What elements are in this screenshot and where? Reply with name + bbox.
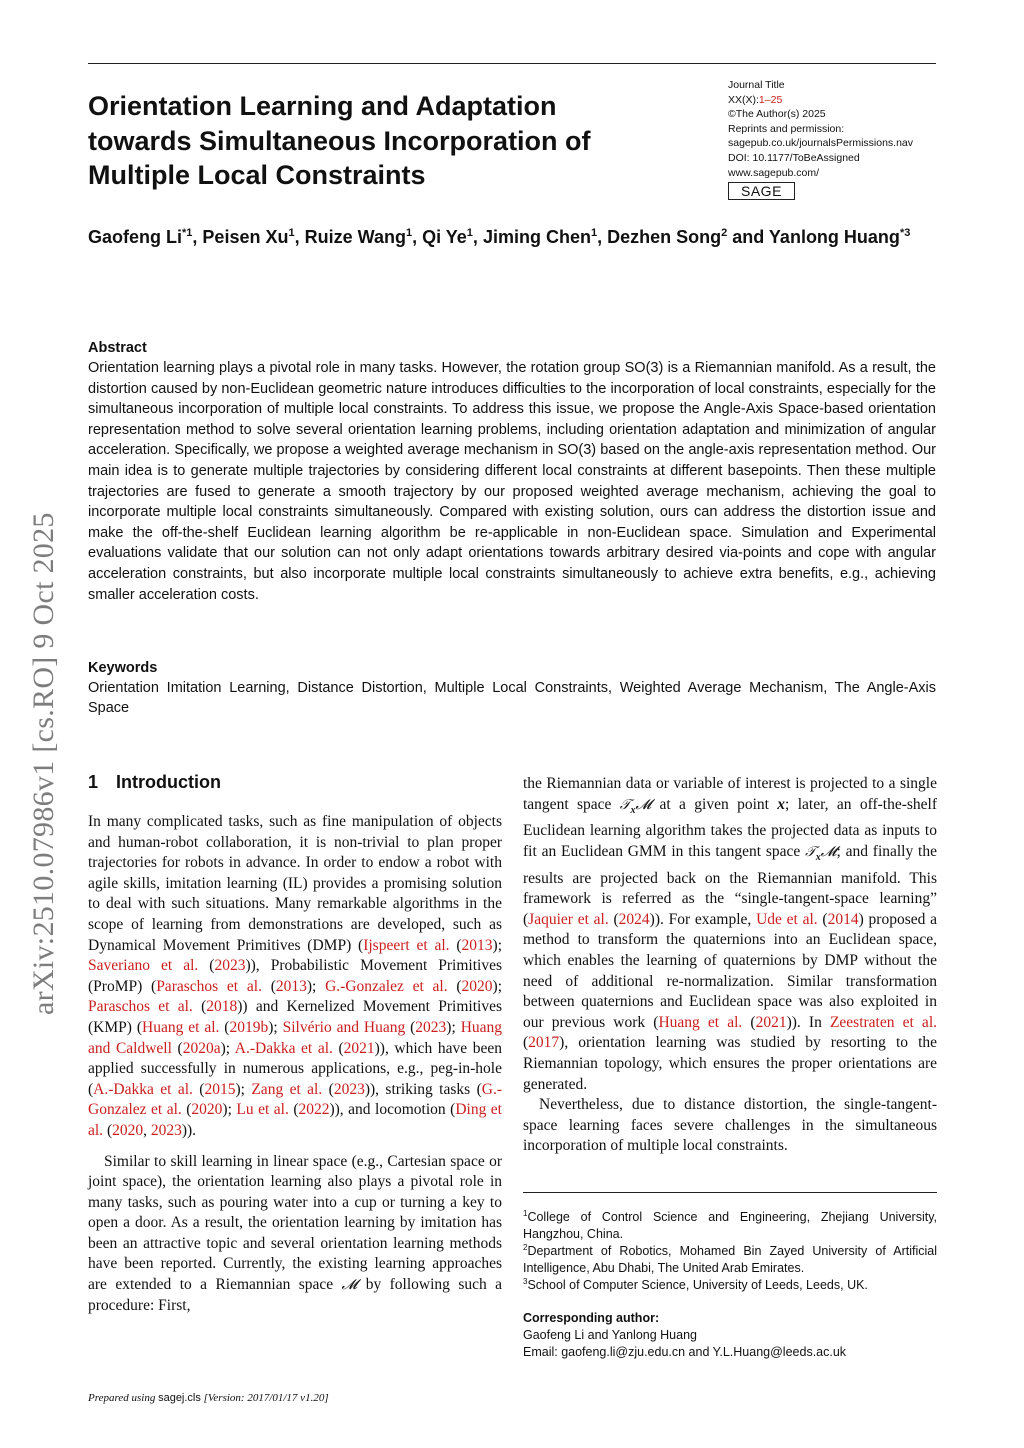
author-affiliation-mark: *1	[182, 227, 193, 239]
manifold-symbol: 𝓜	[341, 1277, 358, 1294]
abstract-heading: Abstract	[88, 340, 147, 356]
intro-heading	[88, 772, 221, 793]
tangent-space-symbol: 𝒯	[619, 796, 631, 813]
journal-reprints-label: Reprints and permission:	[728, 122, 845, 135]
arxiv-identifier: arXiv:2510.07986v1 [cs.RO] 9 Oct 2025	[27, 512, 60, 1015]
author-affiliation-mark: *3	[899, 227, 911, 239]
section-number: 1	[88, 772, 99, 792]
paper-title	[88, 89, 708, 193]
class-file: sagej.cls	[158, 1392, 201, 1404]
citation-link[interactable]: Saveriano et al.	[88, 957, 199, 975]
author-name: Dezhen Song	[607, 227, 722, 247]
citation-link[interactable]: Lu et al.	[236, 1101, 289, 1119]
citation-year-link[interactable]: 2019b	[229, 1018, 269, 1036]
citation-link[interactable]: Jaquier et al.	[528, 910, 609, 928]
author-affiliation-mark: 1	[288, 227, 295, 239]
tangent-space-symbol: 𝒯	[805, 843, 816, 860]
author-name: Ruize Wang	[304, 227, 406, 247]
citation-year-link[interactable]: 2013	[275, 977, 307, 995]
citation-year-link[interactable]: 2020	[461, 977, 493, 995]
citation-link[interactable]: Ijspeert et al.	[363, 936, 450, 954]
section-title: Introduction	[116, 772, 221, 792]
citation-year-link[interactable]: 2018	[206, 998, 238, 1016]
corresponding-email: Email: gaofeng.li@zju.edu.cn and Y.L.Huang@leeds.ac.uk	[523, 1345, 847, 1359]
journal-pages-link[interactable]: 1–25	[758, 93, 783, 106]
intro-paragraph-4: Nevertheless, due to distance distortion, the single-tangent-space learning faces severe challenges in the simultaneous incorporation of multiple local constraints.	[523, 1096, 937, 1155]
citation-link[interactable]: G.-Gonzalez et al.	[88, 1080, 502, 1119]
abstract-section	[88, 338, 936, 605]
footnote-rule	[523, 1192, 937, 1193]
point-symbol: x	[777, 795, 786, 813]
prepared-using-footer: Prepared using sagej.cls [Version: 2017/01/17 v1.20]	[88, 1392, 329, 1404]
citation-link[interactable]: Zang et al.	[251, 1080, 323, 1098]
corresponding-names: Gaofeng Li and Yanlong Huang	[523, 1328, 697, 1342]
citation-link[interactable]: Huang and Caldwell	[88, 1018, 503, 1057]
author-name: Peisen Xu	[202, 227, 289, 247]
citation-link[interactable]: Huang et al.	[658, 1013, 743, 1031]
citation-link[interactable]: Zeestraten et al.	[829, 1013, 937, 1031]
citation-year-link[interactable]: 2023	[214, 957, 246, 975]
title-line: towards Simultaneous Incorporation of	[88, 125, 591, 156]
footnote: $^3$School of Computer Science, University of Leeds, Leeds, UK.	[523, 1277, 868, 1292]
citation-link[interactable]: Ude et al.	[756, 910, 818, 928]
left-column	[88, 812, 502, 1316]
corresponding-label: Corresponding author:	[523, 1311, 660, 1325]
citation-year-link[interactable]: 2023	[333, 1080, 365, 1098]
journal-website: www.sagepub.com/	[728, 166, 820, 179]
journal-title: Journal Title	[728, 79, 785, 91]
author-affiliation-mark: 2	[721, 227, 728, 239]
citation-link[interactable]: Ding et al.	[88, 1101, 502, 1139]
citation-year-link[interactable]: 2020a	[182, 1039, 221, 1057]
author-affiliation-mark: 1	[466, 227, 473, 239]
top-rule	[88, 63, 936, 64]
corresponding-author	[523, 1310, 937, 1361]
author-affiliation-mark: 1	[590, 227, 598, 239]
author-name: Gaofeng Li	[88, 227, 182, 247]
keywords-heading: Keywords	[88, 660, 158, 676]
title-line: Orientation Learning and Adaptation	[88, 91, 557, 121]
journal-info	[728, 78, 943, 201]
footnote: $^1$College of Control Science and Engineering, Zhejiang University, Hangzhou, China.	[523, 1209, 937, 1241]
publisher-logo: SAGE	[728, 182, 795, 200]
abstract-text: Orientation learning plays a pivotal role in many tasks. However, the rotation group SO(3) is a Riemannian manifold. As a result, the distortion caused by non-Euclidean geometric nature introduces difficulties to the incorporation of local constraints, especially for the simultaneous incorporation of multiple local constraints. To address this issue, we propose the Angle-Axis Space-based orientation representation method to solve several orientation learning problems, including orientation adaptation and minimization of angular acceleration. Specifically, we propose a weighted average mechanism in SO(3) based on the angle-axis representation method. Our main idea is to generate multiple trajectories by considering different local constraints at different basepoints. Then these multiple trajectories are fused to generate a smooth trajectory by our proposed weighted average mechanism, achieving the goal to incorporate multiple local constraints simultaneously. Compared with existing solution, ours can address the distortion issue and make the off-the-shelf Euclidean learning algorithm be re-applicable in non-Euclidean space. Simulation and Experimental evaluations validate that our solution can not only adapt orientations towards arbitrary desired via-points and cope with angular acceleration constraints, but also incorporate multiple local constraints simultaneously to achieve extra benefits, e.g., achieving smaller acceleration costs.	[88, 360, 936, 603]
author-name: Yanlong Huang	[768, 227, 900, 247]
citation-year-link[interactable]: 2023	[415, 1018, 447, 1036]
citation-year-link[interactable]: 2021	[343, 1039, 375, 1057]
author-list: Gaofeng Li$^{*1}$, Peisen Xu$^1$, Ruize Wang$^1$, Qi Ye$^1$, Jiming Chen$^1$, Dezhen Song$^2$ and Yanlong Huang$^{*3}$	[88, 227, 911, 247]
citation-link[interactable]: Paraschos et al.	[88, 998, 193, 1016]
journal-volume-label: XX(X):	[728, 93, 759, 106]
citation-year-link[interactable]: 2014	[827, 910, 859, 928]
citation-year-link[interactable]: 2020	[112, 1121, 144, 1139]
citation-year-link[interactable]: 2013	[461, 936, 493, 954]
citation-year-link[interactable]: 2021	[755, 1013, 787, 1031]
citation-link[interactable]: G.-Gonzalez et al.	[325, 977, 448, 995]
keywords-text: Orientation Imitation Learning, Distance Distortion, Multiple Local Constraints, Weighted Average Mechanism, The Angle-Axis Space	[88, 680, 936, 716]
intro-paragraph-2: Similar to skill learning in linear space (e.g., Cartesian space or joint space), the orientation learning also plays a pivotal role in many tasks, such as pouring water into a cup or turning a key to open a door. As a result, the orientation learning by imitation has been an attractive topic and several orientation learning methods have been reported. Currently, the existing learning approaches are extended to a Riemannian space 𝓜 by following such a procedure: First,	[88, 1152, 503, 1314]
citation-year-link[interactable]: 2017	[528, 1034, 560, 1052]
author-name: Qi Ye	[422, 227, 467, 247]
citation-link[interactable]: Paraschos et al.	[156, 977, 262, 995]
intro-paragraph-3: the Riemannian data or variable of interest is projected to a single tangent space 𝒯$_x$𝓜 at a given point x; later, an off-the-shelf Euclidean learning algorithm takes the projected data as inputs to fit an Euclidean GMM in this tangent space 𝒯$_x$𝓜; and finally the results are projected back on the Riemannian manifold. This framework is referred as the “single-tangent-space learning” (Jaquier et al. (2024)). For example, Ude et al. (2014) proposed a method to transform the quaternions into an Euclidean space, which enables the learning of quaternions by DMP without the need of additional re-normalization. Similar transformation between quaternions and Euclidean space was also exploited in our previous work (Huang et al. (2021)). In Zeestraten et al. (2017), orientation learning was studied by resorting to the Riemannian topology, which ensures the proper orientations are generated.	[523, 775, 938, 1093]
citation-link[interactable]: A.-Dakka et al.	[234, 1039, 333, 1057]
author-name: Jiming Chen	[482, 227, 591, 247]
citation-link[interactable]: Silvério and Huang	[282, 1018, 406, 1036]
author-affiliation-mark: 1	[405, 227, 413, 239]
citation-year-link[interactable]: 2024	[618, 910, 650, 928]
keywords-section	[88, 658, 936, 718]
citation-link[interactable]: A.-Dakka et al.	[93, 1080, 193, 1098]
journal-volume	[728, 93, 943, 108]
title-line: Multiple Local Constraints	[88, 160, 426, 190]
citation-year-link[interactable]: 2022	[298, 1101, 330, 1119]
citation-year-link[interactable]: 2015	[204, 1080, 236, 1098]
citation-year-link[interactable]: 2023	[150, 1121, 182, 1139]
journal-doi: DOI: 10.1177/ToBeAssigned	[728, 151, 860, 164]
journal-copyright: ©The Author(s) 2025	[728, 108, 826, 121]
citation-year-link[interactable]: 2020	[191, 1101, 223, 1119]
intro-paragraph-1: In many complicated tasks, such as fine manipulation of objects and human-robot collaboration, it is non-trivial to plan proper trajectories for robots in advance. In order to endow a robot with agile skills, imitation learning (IL) provides a promising solution to deal with such situations. Many remarkable algorithms in the scope of learning from demonstrations are developed, such as Dynamical Movement Primitives (DMP) (Ijspeert et al. (2013); Saveriano et al. (2023)), Probabilistic Movement Primitives (ProMP) (Paraschos et al. (2013); G.-Gonzalez et al. (2020); Paraschos et al. (2018)) and Kernelized Movement Primitives (KMP) (Huang et al. (2019b); Silvério and Huang (2023); Huang and Caldwell (2020a); A.-Dakka et al. (2021)), which have been applied successfully in numerous applications, e.g., peg-in-hole (A.-Dakka et al. (2015); Zang et al. (2023)), striking tasks (G.-Gonzalez et al. (2020); Lu et al. (2022)), and locomotion (Ding et al. (2020, 2023)).	[88, 813, 503, 1139]
footnote: $^2$Department of Robotics, Mohamed Bin Zayed University of Artificial Intelligence, Abu Dhabi, The United Arab Emirates.	[523, 1243, 937, 1275]
citation-link[interactable]: Huang et al.	[142, 1018, 220, 1036]
affiliation-footnotes	[523, 1209, 937, 1294]
right-column	[523, 774, 937, 1157]
journal-reprints-url: sagepub.co.uk/journalsPermissions.nav	[728, 137, 914, 150]
